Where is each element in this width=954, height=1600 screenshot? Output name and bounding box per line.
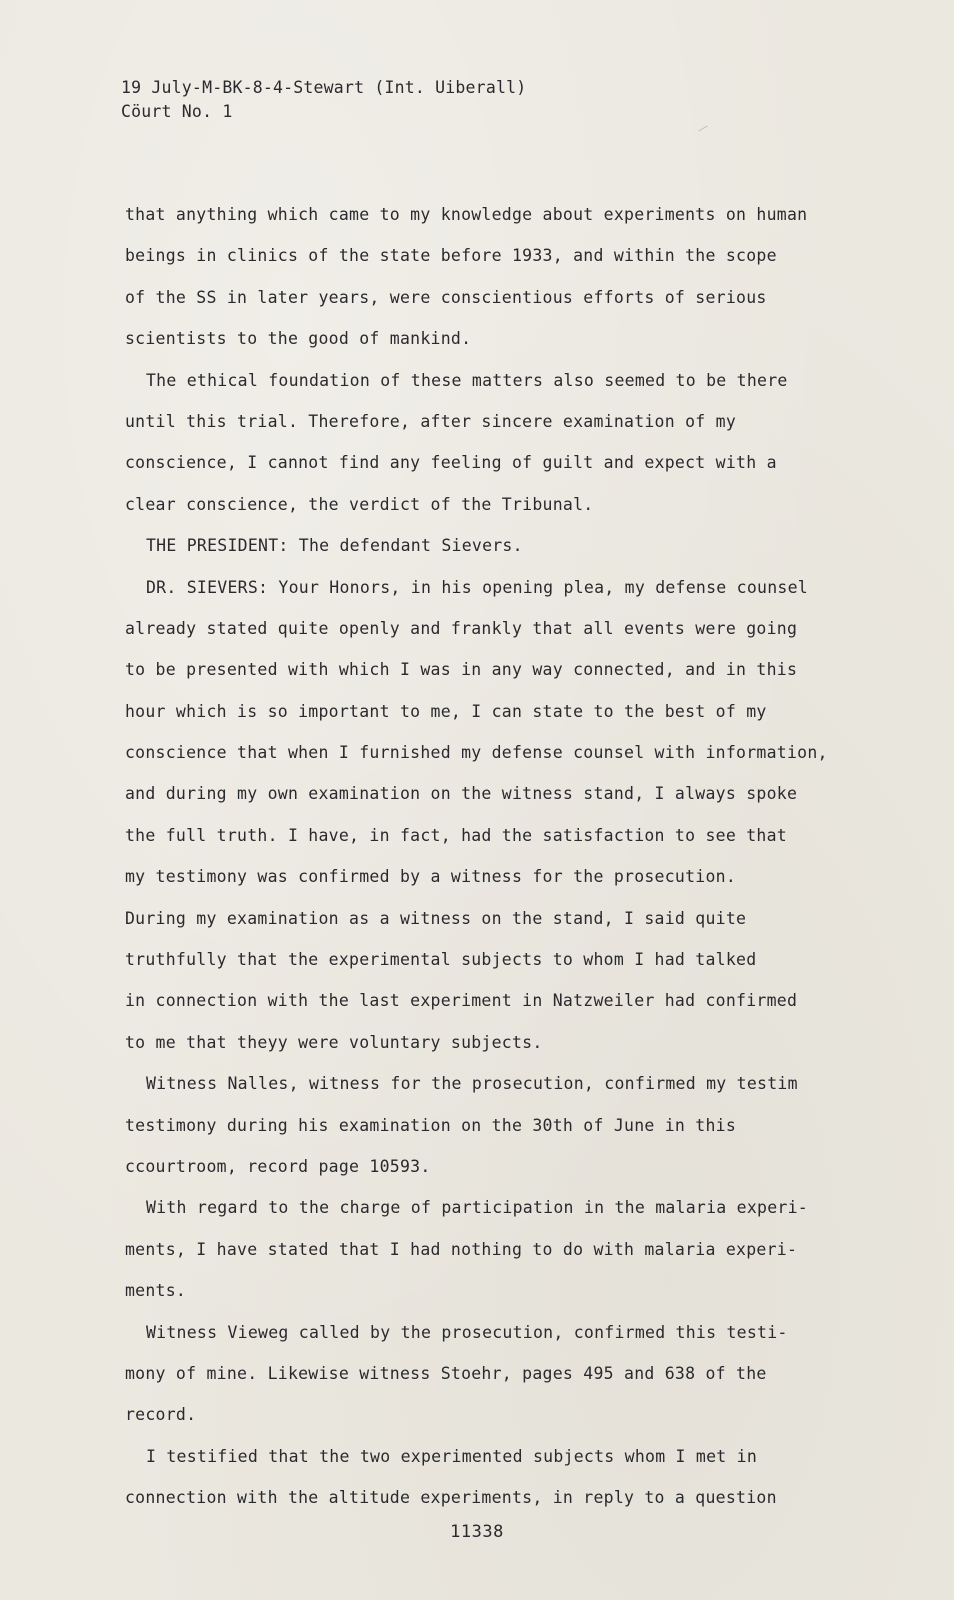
text-line: testimony during his examination on the 30th of June in this: [125, 1115, 737, 1135]
text-line: to me that theyy were voluntary subjects.: [125, 1032, 543, 1052]
text-line: truthfully that the experimental subjects to whom I had talked: [125, 950, 757, 970]
text-line: connection with the altitude experiments, in reply to a question: [125, 1488, 777, 1508]
text-line: that anything which came to my knowledge about experiments on human: [125, 205, 808, 224]
text-line: With regard to the charge of participation in the malaria experi-: [146, 1198, 808, 1218]
text-line: Witness Nalles, witness for the prosecution, confirmed my testim: [146, 1074, 798, 1094]
paper-mark: [698, 126, 707, 132]
text-line: the full truth. I have, in fact, had the satisfaction to see that: [125, 825, 787, 845]
speaker-line-sievers: DR. SIEVERS: Your Honors, in his opening plea, my defense counsel: [146, 577, 808, 597]
text-line: I testified that the two experimented subjects whom I met in: [146, 1446, 758, 1466]
transcript-body: [125, 194, 845, 1519]
text-line: Witness Vieweg called by the prosecution, confirmed this testi-: [146, 1322, 788, 1342]
document-header: [121, 76, 526, 124]
text-line: ccourtroom, record page 10593.: [125, 1156, 431, 1176]
text-line: my testimony was confirmed by a witness for the prosecution.: [125, 867, 737, 887]
speaker-line-president: THE PRESIDENT: The defendant Sievers.: [146, 536, 523, 556]
text-line: ments, I have stated that I had nothing to do with malaria experi-: [125, 1239, 798, 1259]
header-line-session: 19 July-M-BK-8-4-Stewart (Int. Uiberall): [121, 78, 527, 97]
text-line: and during my own examination on the witness stand, I always spoke: [125, 784, 798, 804]
page-number: 11338: [450, 1522, 504, 1542]
text-line: clear conscience, the verdict of the Tribunal.: [125, 494, 594, 514]
text-line: conscience that when I furnished my defense counsel with information,: [125, 743, 828, 763]
header-line-court: Cöurt No. 1: [121, 102, 233, 121]
text-line: The ethical foundation of these matters also seemed to be there: [146, 370, 788, 390]
text-line: in connection with the last experiment in Natzweiler had confirmed: [125, 991, 798, 1011]
text-line: already stated quite openly and frankly that all events were going: [125, 618, 798, 638]
text-line: of the SS in later years, were conscientious efforts of serious: [125, 287, 767, 307]
text-line: conscience, I cannot find any feeling of guilt and expect with a: [125, 453, 777, 473]
text-line: scientists to the good of mankind.: [125, 329, 472, 349]
text-line: ments.: [125, 1281, 187, 1301]
text-line: to be presented with which I was in any way connected, and in this: [125, 660, 798, 680]
text-line: until this trial. Therefore, after sincere examination of my: [125, 411, 737, 431]
text-line: record.: [125, 1405, 197, 1425]
text-line: During my examination as a witness on the stand, I said quite: [125, 908, 747, 928]
text-line: mony of mine. Likewise witness Stoehr, pages 495 and 638 of the: [125, 1363, 767, 1383]
text-line: beings in clinics of the state before 1933, and within the scope: [125, 246, 777, 266]
text-line: hour which is so important to me, I can state to the best of my: [125, 701, 767, 721]
